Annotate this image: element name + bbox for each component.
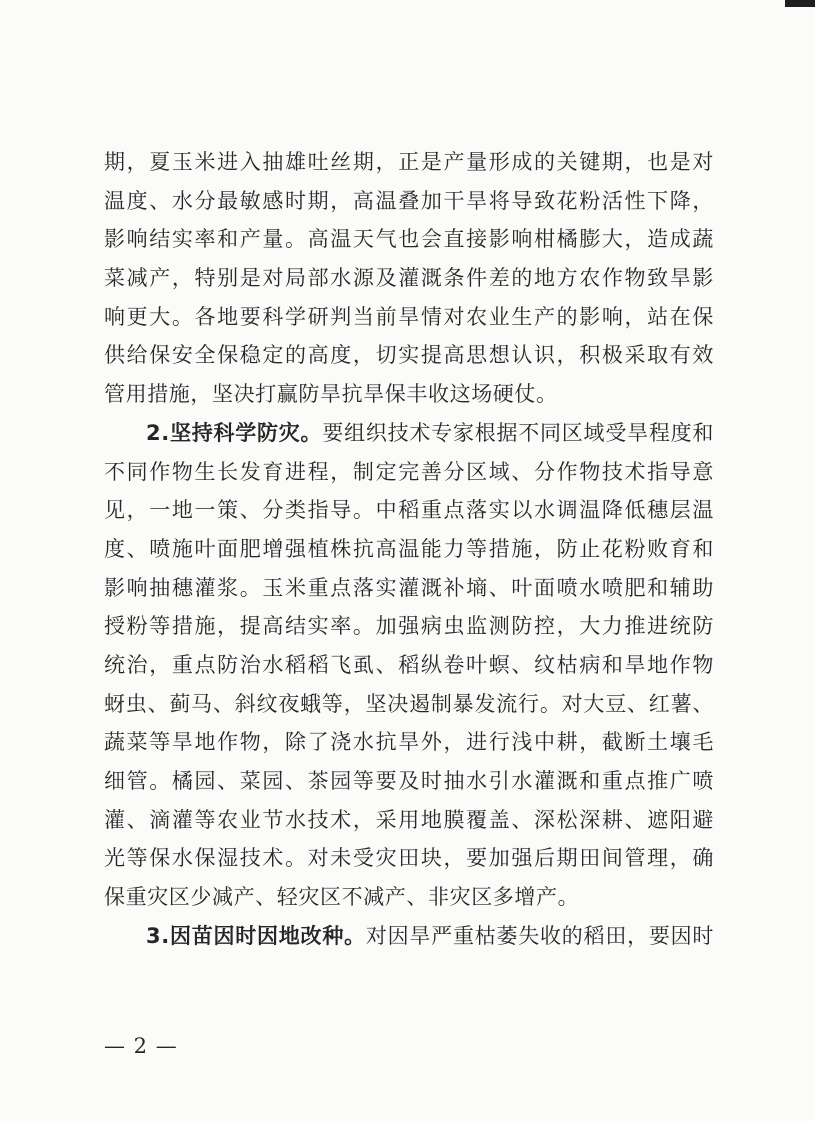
paragraph-line: 菜减产，特别是对局部水源及灌溉条件差的地方农作物致旱影 <box>104 266 714 291</box>
paragraph-line: 供给保安全保稳定的高度，切实提高思想认识，积极采取有效 <box>104 343 714 368</box>
paragraph-line: 授粉等措施，提高结实率。加强病虫监测防控，大力推进统防 <box>104 614 714 639</box>
paragraph-line: 影响结实率和产量。高温天气也会直接影响柑橘膨大，造成蔬 <box>104 227 714 252</box>
paragraph-line: 不同作物生长发育进程，制定完善分区域、分作物技术指导意 <box>104 459 714 484</box>
paragraph-line: 期，夏玉米进入抽雄吐丝期，正是产量形成的关键期，也是对 <box>104 150 714 174</box>
page-corner-mark <box>785 0 815 7</box>
paragraph-line: 见，一地一策、分类指导。中稻重点落实以水调温降低穗层温 <box>104 498 714 523</box>
section-3-first-line <box>104 917 714 956</box>
paragraph-line: 光等保水保湿技术。对未受灾田块，要加强后期田间管理，确 <box>104 846 714 871</box>
paragraph-line: 灌、滴灌等农业节水技术，采用地膜覆盖、深松深耕、遮阳避 <box>104 807 714 832</box>
section-3-heading: 3.因苗因时因地改种。 <box>146 923 366 948</box>
paragraph-line: 细管。橘园、菜园、茶园等要及时抽水引水灌溉和重点推广喷 <box>104 769 714 793</box>
section-2-lead-text: 要组织技术专家根据不同区域受旱程度和 <box>322 420 714 445</box>
paragraph-line: 保重灾区少减产、轻灾区不减产、非灾区多增产。 <box>104 885 580 910</box>
page-number: — 2 — <box>104 1034 178 1058</box>
paragraph-line: 蔬菜等旱地作物，除了浇水抗旱外，进行浅中耕，截断土壤毛 <box>104 730 714 755</box>
paragraph-line: 蚜虫、蓟马、斜纹夜蛾等，坚决遏制暴发流行。对大豆、红薯、 <box>104 691 714 716</box>
paragraph-line: 管用措施，坚决打赢防旱抗旱保丰收这场硬仗。 <box>104 382 558 407</box>
paragraph-line: 度、喷施叶面肥增强植株抗高温能力等措施，防止花粉败育和 <box>104 536 714 561</box>
paragraph-line: 影响抽穗灌浆。玉米重点落实灌溉补墒、叶面喷水喷肥和辅助 <box>104 575 714 600</box>
section-2-heading: 2.坚持科学防灾。 <box>146 420 323 445</box>
section-3-lead-text: 对因旱严重枯萎失收的稻田，要因时 <box>365 923 714 948</box>
document-body <box>104 143 714 955</box>
paragraph-line: 统治，重点防治水稻稻飞虱、稻纵卷叶螟、纹枯病和旱地作物 <box>104 652 714 677</box>
paragraph-line: 温度、水分最敏感时期，高温叠加干旱将导致花粉活性下降， <box>104 188 714 213</box>
paragraph-line: 响更大。各地要科学研判当前旱情对农业生产的影响，站在保 <box>104 304 714 329</box>
section-2-first-line <box>104 414 714 453</box>
